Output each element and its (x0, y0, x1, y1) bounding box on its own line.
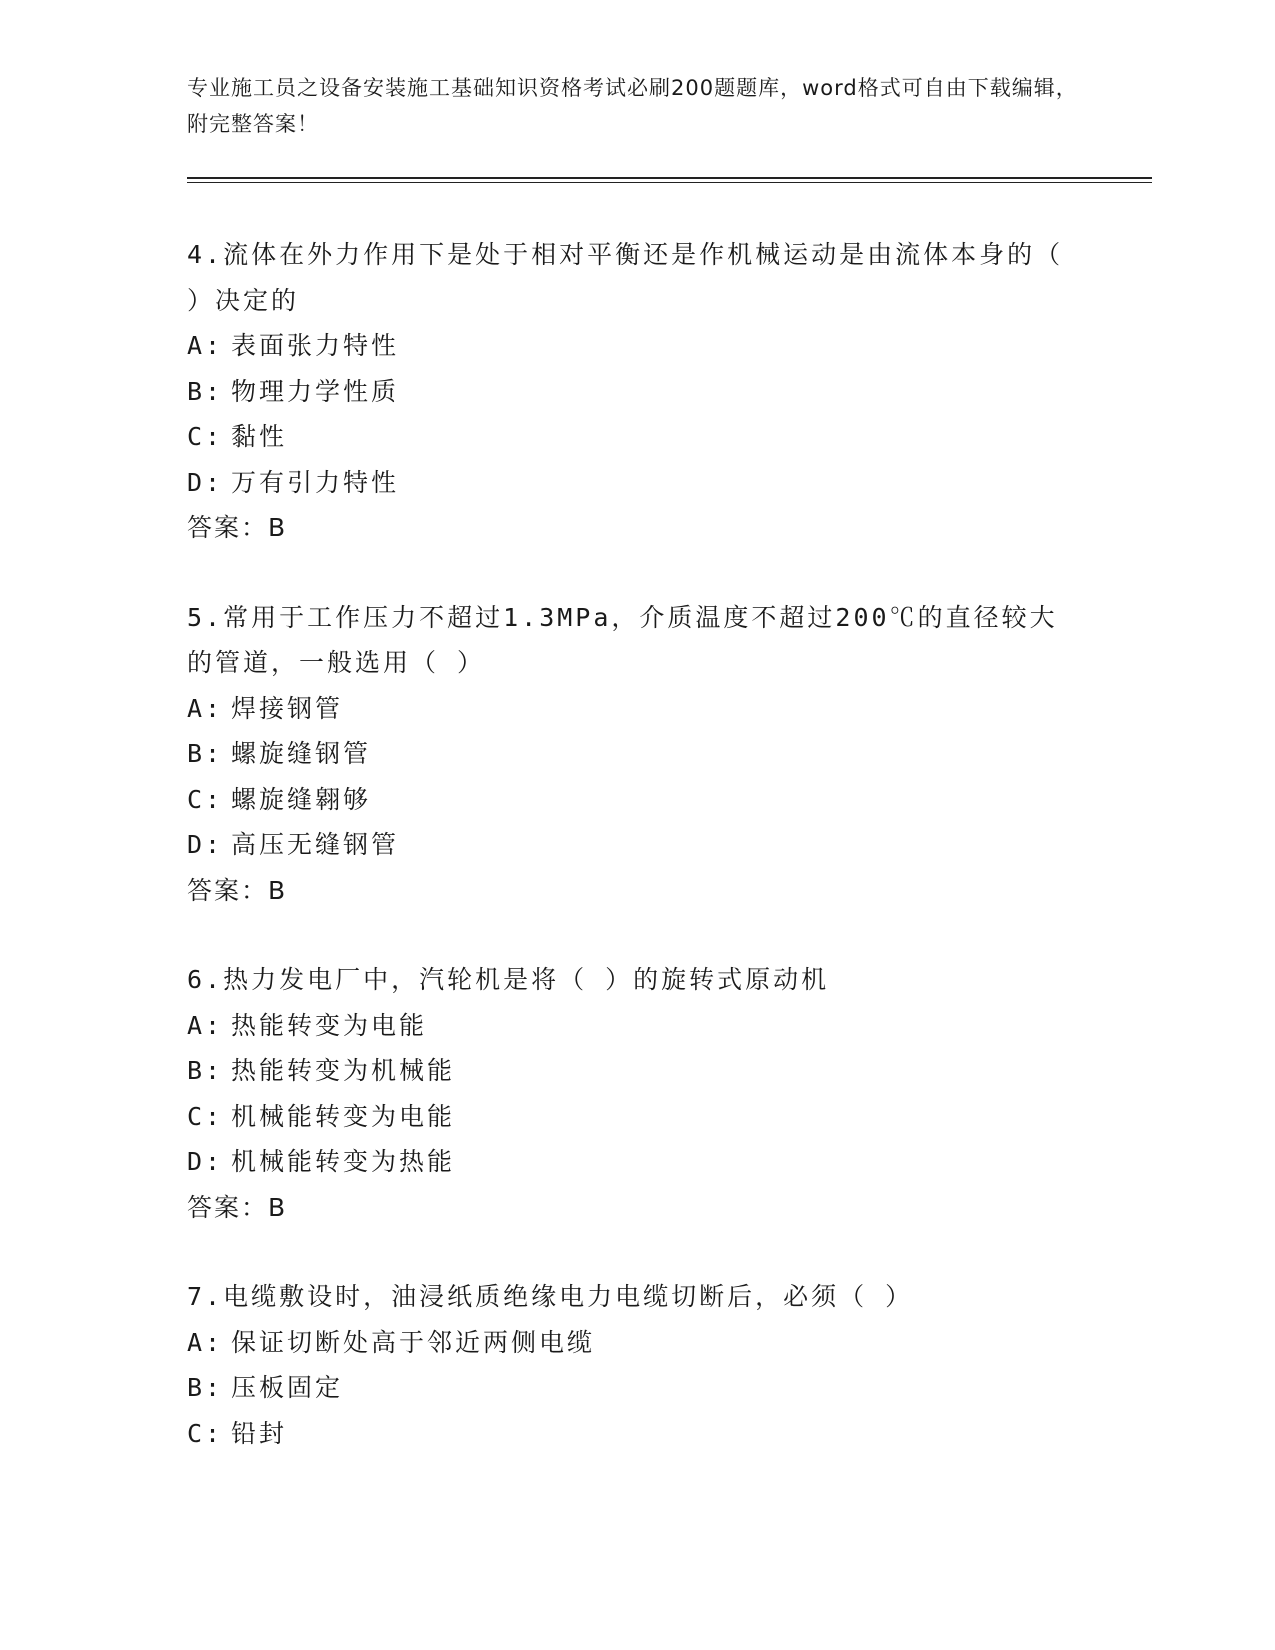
option-text: 热能转变为电能 (231, 1010, 428, 1040)
option-letter: D: (187, 830, 224, 859)
option-text: 螺旋缝翱够 (231, 784, 372, 814)
option-text: 物理力学性质 (231, 376, 400, 406)
header-rule-thin (187, 182, 1152, 183)
option-text: 高压无缝钢管 (231, 830, 400, 859)
option-text: 表面张力特性 (231, 331, 400, 360)
option-a (187, 323, 1067, 369)
option-text: 压板固定 (231, 1373, 344, 1402)
option-letter: B: (187, 1056, 224, 1085)
option-d (187, 460, 1067, 506)
option-c (187, 1411, 1067, 1457)
option-text: 铅封 (231, 1418, 288, 1448)
option-text: 热能转变为机械能 (231, 1056, 456, 1085)
question-6 (187, 957, 1067, 1230)
option-letter: C: (187, 422, 224, 451)
question-text: 4.流体在外力作用下是处于相对平衡还是作机械运动是由流体本身的（ ）决定的 (187, 240, 1064, 315)
option-letter: A: (187, 331, 224, 360)
answer-line: 答案：B (187, 513, 288, 542)
option-a (187, 686, 1067, 732)
option-b (187, 369, 1067, 415)
option-text: 焊接钢管 (231, 693, 344, 723)
question-list (187, 232, 1067, 1500)
question-text: 5.常用于工作压力不超过1.3MPa，介质温度不超过200℃的直径较大的管道，一般选用（ ） (187, 602, 1058, 677)
option-a (187, 1320, 1067, 1366)
option-letter: B: (187, 376, 224, 406)
option-letter: C: (187, 1418, 224, 1448)
question-text: 6.热力发电厂中，汽轮机是将（ ）的旋转式原动机 (187, 965, 830, 994)
option-a (187, 1003, 1067, 1049)
option-text: 机械能转变为电能 (231, 1101, 456, 1131)
option-letter: B: (187, 739, 224, 768)
option-c (187, 1094, 1067, 1140)
option-b (187, 731, 1067, 777)
option-b (187, 1365, 1067, 1411)
option-letter: D: (187, 467, 224, 497)
option-letter: A: (187, 1327, 224, 1357)
option-text: 保证切断处高于邻近两侧电缆 (231, 1327, 596, 1357)
document-header: 专业施工员之设备安装施工基础知识资格考试必刷200题题库，word格式可自由下载编辑，附完整答案！ (187, 76, 1078, 136)
option-d (187, 1139, 1067, 1185)
option-letter: A: (187, 1010, 224, 1040)
option-letter: B: (187, 1373, 224, 1402)
option-text: 黏性 (231, 422, 288, 451)
option-d (187, 822, 1067, 868)
question-5 (187, 595, 1067, 914)
option-letter: C: (187, 784, 224, 814)
option-c (187, 414, 1067, 460)
option-text: 螺旋缝钢管 (231, 739, 372, 768)
answer-line: 答案：B (187, 1192, 288, 1222)
option-b (187, 1048, 1067, 1094)
option-text: 万有引力特性 (231, 467, 400, 497)
question-7 (187, 1274, 1067, 1456)
option-text: 机械能转变为热能 (231, 1147, 456, 1176)
question-4 (187, 232, 1067, 551)
question-text: 7.电缆敷设时，油浸纸质绝缘电力电缆切断后，必须（ ） (187, 1282, 914, 1311)
option-letter: C: (187, 1101, 224, 1131)
option-letter: D: (187, 1147, 224, 1176)
option-c (187, 777, 1067, 823)
header-rule-thick (187, 177, 1152, 179)
option-letter: A: (187, 693, 224, 723)
answer-line: 答案：B (187, 875, 288, 905)
